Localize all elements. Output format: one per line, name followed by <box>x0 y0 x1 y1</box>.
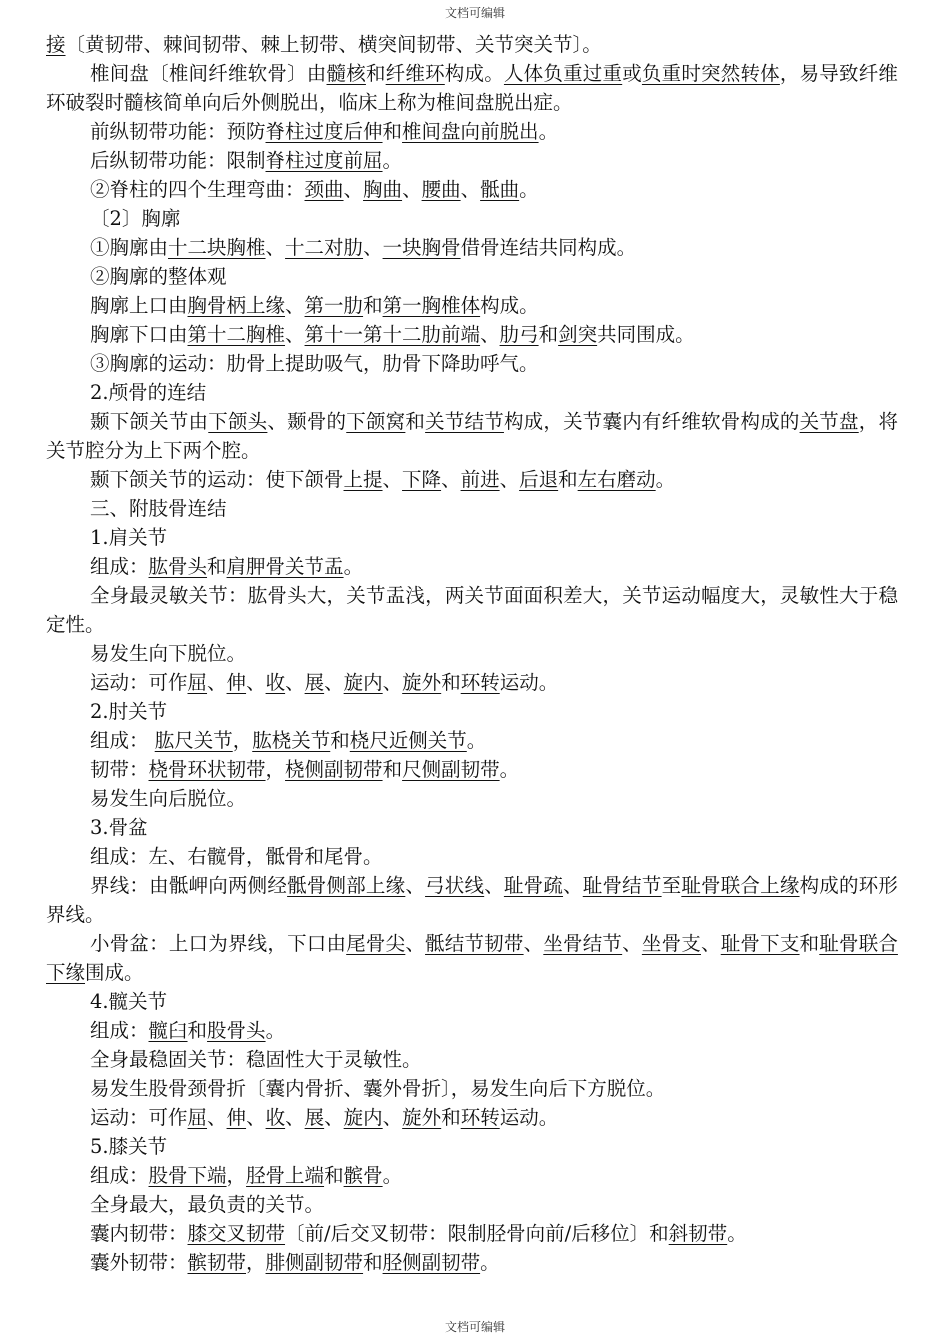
underlined-term: 人体负重过重 <box>503 62 623 85</box>
underlined-term: 下颌窝 <box>346 410 406 433</box>
text-run: 后纵韧带功能：限制 <box>90 149 266 172</box>
text-run: 运动：可作 <box>90 671 188 694</box>
paragraph <box>46 552 898 581</box>
text-run: 椎间盘〔椎间纤维软骨〕由 <box>90 62 327 85</box>
paragraph <box>46 1132 898 1161</box>
text-run: 、 <box>207 671 227 694</box>
underlined-term: 髌骨 <box>343 1164 383 1187</box>
text-run: 、 <box>246 671 266 694</box>
text-run: 组成： <box>90 729 155 752</box>
text-run: 。 <box>727 1222 747 1245</box>
paragraph <box>46 929 898 987</box>
text-run: 、 <box>499 468 520 491</box>
underlined-term: 颈曲 <box>304 178 344 201</box>
underlined-term: 上提 <box>343 468 383 491</box>
text-run: 全身最灵敏关节：肱骨头大，关节盂浅，两关节面面积差大，关节运动幅度大，灵敏性大于稳定性。 <box>46 584 898 636</box>
text-run: 颞下颌关节由 <box>90 410 209 433</box>
paragraph <box>46 262 898 291</box>
underlined-term: 髓核 <box>326 62 366 85</box>
text-run: 和 <box>441 671 461 694</box>
text-run: 易发生向下脱位。 <box>90 642 247 665</box>
text-run: 和 <box>324 1164 344 1187</box>
text-run: 、 <box>207 1106 227 1129</box>
underlined-term: 腓侧副韧带 <box>265 1251 364 1274</box>
underlined-term: 后退 <box>519 468 559 491</box>
text-run: 运动。 <box>499 671 559 694</box>
underlined-term: 收 <box>265 671 286 694</box>
underlined-term: 下颌头 <box>208 410 268 433</box>
text-run: 〔黄韧带、棘间韧带、棘上韧带、横突间韧带、关节突关节〕。 <box>65 33 602 56</box>
paragraph <box>46 320 898 349</box>
paragraph <box>46 871 898 929</box>
text-run: 〔2〕胸廓 <box>90 207 181 230</box>
underlined-term: 骶曲 <box>480 178 520 201</box>
underlined-term: 环转 <box>460 671 500 694</box>
underlined-term: 屈 <box>187 1106 208 1129</box>
text-run: 胸廓下口由 <box>90 323 188 346</box>
text-run: 运动。 <box>499 1106 559 1129</box>
text-run: ②胸廓的整体观 <box>90 265 227 288</box>
underlined-term: 纤维环 <box>385 62 445 85</box>
underlined-term: 下降 <box>402 468 442 491</box>
paragraph <box>46 59 898 117</box>
text-run: 和 <box>538 323 559 346</box>
text-run: 。 <box>499 758 520 781</box>
text-run: 组成： <box>90 1164 149 1187</box>
underlined-term: 收 <box>265 1106 286 1129</box>
underlined-term: 桡骨环状韧带 <box>148 758 266 781</box>
text-run: 易发生股骨颈骨折〔囊内骨折、囊外骨折〕，易发生向后下方脱位。 <box>90 1077 666 1100</box>
paragraph <box>46 523 898 552</box>
underlined-term: 伸 <box>226 1106 247 1129</box>
text-run: 和 <box>187 1019 208 1042</box>
underlined-term: 尺侧副韧带 <box>402 758 500 781</box>
text-run: 前纵韧带功能：预防 <box>90 120 266 143</box>
underlined-term: 胸骨柄上缘 <box>187 294 286 317</box>
text-run: ， <box>232 729 253 752</box>
text-run: 、 <box>405 874 426 897</box>
text-run: 至 <box>661 874 682 897</box>
text-run: 、 <box>246 1106 266 1129</box>
text-run: 和 <box>330 729 350 752</box>
text-run: 。 <box>480 1251 500 1274</box>
text-run: 。 <box>382 149 403 172</box>
underlined-term: 第一肋 <box>304 294 364 317</box>
underlined-term: 十二对肋 <box>285 236 364 259</box>
document-body <box>46 30 898 1277</box>
underlined-term: 旋内 <box>343 1106 383 1129</box>
text-run: 和 <box>363 1251 383 1274</box>
text-run: 、 <box>622 932 642 955</box>
underlined-term: 关节盘 <box>799 410 859 433</box>
underlined-term: 旋外 <box>402 671 442 694</box>
text-run: 、 <box>484 874 504 897</box>
underlined-term: 坐骨结节 <box>543 932 623 955</box>
text-run: 三、附肢骨连结 <box>90 497 227 520</box>
text-run: 构成。 <box>480 294 539 317</box>
text-run: 、 <box>265 236 286 259</box>
text-run: 。 <box>382 1164 403 1187</box>
text-run: 构成的环形界线。 <box>46 874 898 926</box>
underlined-term: 第十二胸椎 <box>187 323 286 346</box>
text-run: 、 <box>285 323 305 346</box>
text-run: 、 <box>343 178 364 201</box>
paragraph <box>46 291 898 320</box>
paragraph <box>46 784 898 813</box>
underlined-term: 椎间盘向前脱出 <box>402 120 539 143</box>
underlined-term: 环转 <box>460 1106 500 1129</box>
paragraph <box>46 813 898 842</box>
paragraph <box>46 494 898 523</box>
underlined-term: 耻骨联合上缘 <box>681 874 800 897</box>
text-run: 〔前/后交叉韧带：限制胫骨向前/后移位〕和 <box>285 1222 669 1245</box>
underlined-term: 髋臼 <box>148 1019 188 1042</box>
underlined-term: 腰曲 <box>421 178 461 201</box>
underlined-term: 桡侧副韧带 <box>285 758 383 781</box>
text-run: 胸廓上口由 <box>90 294 188 317</box>
underlined-term: 胫侧副韧带 <box>382 1251 481 1274</box>
text-run: 、颞骨的 <box>267 410 347 433</box>
text-run: 。 <box>265 1019 286 1042</box>
text-run: 、 <box>285 294 305 317</box>
text-run: 颞下颌关节的运动：使下颌骨 <box>90 468 344 491</box>
text-run: 和 <box>207 555 227 578</box>
underlined-term: 耻骨下支 <box>720 932 800 955</box>
text-run: ， <box>246 1251 266 1274</box>
text-run: 、 <box>382 671 403 694</box>
text-run: 和 <box>799 932 820 955</box>
text-run: 、 <box>523 932 544 955</box>
text-run: 构成，关节囊内有纤维软骨构成的 <box>503 410 800 433</box>
underlined-term: 脊柱过度前屈 <box>265 149 383 172</box>
underlined-term: 膝交叉韧带 <box>187 1222 286 1245</box>
underlined-term: 耻骨结节 <box>582 874 662 897</box>
text-run: 和 <box>405 410 426 433</box>
text-run: 或 <box>622 62 642 85</box>
underlined-term: 股骨下端 <box>148 1164 227 1187</box>
text-run: 和 <box>365 62 386 85</box>
text-run: 和 <box>382 120 403 143</box>
underlined-term: 肱骨头 <box>148 555 208 578</box>
paragraph <box>46 30 898 59</box>
text-run: 构成。 <box>444 62 504 85</box>
page-header: 文档可编辑 <box>444 6 505 20</box>
underlined-term: 肱桡关节 <box>252 729 331 752</box>
text-run: 囊外韧带： <box>90 1251 188 1274</box>
text-run: ③胸廓的运动：肋骨上提助吸气，肋骨下降助呼气。 <box>90 352 539 375</box>
text-run: 。 <box>538 120 559 143</box>
text-run: 2.肘关节 <box>90 700 168 723</box>
text-run: 和 <box>382 758 403 781</box>
text-run: ，易导致纤维环破裂时髓核简单向后外侧脱出，临床上称为椎间盘脱出症。 <box>46 62 898 114</box>
paragraph <box>46 233 898 262</box>
underlined-term: 弓状线 <box>425 874 485 897</box>
page-footer: 文档可编辑 <box>444 1320 505 1334</box>
text-run: 借骨连结共同构成。 <box>460 236 637 259</box>
paragraph <box>46 755 898 784</box>
underlined-term: 斜韧带 <box>668 1222 728 1245</box>
text-run: ， <box>226 1164 247 1187</box>
text-run: 3.骨盆 <box>90 816 148 839</box>
paragraph <box>46 697 898 726</box>
text-run: 组成： <box>90 555 149 578</box>
underlined-term: 前进 <box>460 468 500 491</box>
underlined-term: 坐骨支 <box>641 932 701 955</box>
text-run: 。 <box>343 555 364 578</box>
underlined-term: 肱尺关节 <box>154 729 233 752</box>
text-run: 、 <box>402 178 422 201</box>
underlined-term: 关节结节 <box>425 410 504 433</box>
text-run: 组成： <box>90 1019 149 1042</box>
text-run: 全身最大，最负责的关节。 <box>90 1193 325 1216</box>
text-run: 组成：左、右髋骨，骶骨和尾骨。 <box>90 845 383 868</box>
underlined-term: 肩胛骨关节盂 <box>226 555 344 578</box>
text-run: 、 <box>480 323 500 346</box>
text-run: 和 <box>441 1106 461 1129</box>
paragraph <box>46 668 898 697</box>
paragraph <box>46 1161 898 1190</box>
text-run: 、 <box>285 671 305 694</box>
paragraph <box>46 1248 898 1277</box>
underlined-term: 展 <box>304 1106 325 1129</box>
underlined-term: 一块胸骨 <box>382 236 461 259</box>
underlined-term: 第十一第十二肋前端 <box>304 323 481 346</box>
underlined-term: 尾骨尖 <box>346 932 406 955</box>
paragraph <box>46 842 898 871</box>
text-run: 、 <box>382 468 403 491</box>
underlined-term: 左右磨动 <box>577 468 656 491</box>
underlined-term: 髌韧带 <box>187 1251 247 1274</box>
underlined-term: 肋弓 <box>499 323 539 346</box>
underlined-term: 旋内 <box>343 671 383 694</box>
text-run: 、 <box>405 932 426 955</box>
paragraph <box>46 378 898 407</box>
paragraph <box>46 581 898 639</box>
underlined-term: 胸曲 <box>363 178 403 201</box>
text-run: 全身最稳固关节：稳固性大于灵敏性。 <box>90 1048 422 1071</box>
text-run: 。 <box>466 729 487 752</box>
text-run: ①胸廓由 <box>90 236 169 259</box>
underlined-term: 第一胸椎体 <box>382 294 481 317</box>
text-run: 、 <box>701 932 721 955</box>
text-run: 、 <box>324 671 344 694</box>
text-run: 、 <box>324 1106 344 1129</box>
text-run: 韧带： <box>90 758 149 781</box>
text-run: ，将关节腔分为上下两个腔。 <box>46 410 898 462</box>
text-run: 、 <box>460 178 481 201</box>
text-run: 、 <box>563 874 583 897</box>
paragraph <box>46 465 898 494</box>
underlined-term: 耻骨疏 <box>503 874 564 897</box>
text-run: 界线：由骶岬向两侧经 <box>90 874 288 897</box>
text-run: 。 <box>519 178 539 201</box>
underlined-term: 展 <box>304 671 325 694</box>
underlined-term: 十二块胸椎 <box>168 236 266 259</box>
text-run: 围成。 <box>85 961 144 984</box>
text-run: 。 <box>655 468 676 491</box>
paragraph <box>46 1045 898 1074</box>
paragraph <box>46 117 898 146</box>
underlined-term: 耻骨联合下缘 <box>46 932 898 984</box>
paragraph <box>46 726 898 755</box>
text-run: 囊内韧带： <box>90 1222 188 1245</box>
text-run: 5.膝关节 <box>90 1135 168 1158</box>
underlined-term: 脊柱过度后伸 <box>265 120 383 143</box>
underlined-term: 接 <box>46 33 66 56</box>
paragraph <box>46 204 898 233</box>
text-run: ， <box>265 758 286 781</box>
paragraph <box>46 1074 898 1103</box>
text-run: ②脊柱的四个生理弯曲： <box>90 178 305 201</box>
text-run: 1.肩关节 <box>90 526 168 549</box>
paragraph <box>46 1219 898 1248</box>
text-run: 、 <box>363 236 383 259</box>
text-run: 4.髋关节 <box>90 990 168 1013</box>
text-run: 、 <box>382 1106 403 1129</box>
text-run: 2.颅骨的连结 <box>90 381 207 404</box>
paragraph <box>46 1016 898 1045</box>
paragraph <box>46 175 898 204</box>
text-run: 共同围成。 <box>597 323 695 346</box>
paragraph <box>46 349 898 378</box>
underlined-term: 负重时突然转体 <box>641 62 780 85</box>
underlined-term: 股骨头 <box>207 1019 266 1042</box>
text-run: 、 <box>441 468 461 491</box>
text-run: 运动：可作 <box>90 1106 188 1129</box>
text-run: 易发生向后脱位。 <box>90 787 247 810</box>
underlined-term: 桡尺近侧关节 <box>349 729 467 752</box>
underlined-term: 旋外 <box>402 1106 442 1129</box>
paragraph <box>46 407 898 465</box>
underlined-term: 骶结节韧带 <box>425 932 524 955</box>
paragraph <box>46 987 898 1016</box>
underlined-term: 伸 <box>226 671 247 694</box>
paragraph <box>46 1103 898 1132</box>
text-run: 和 <box>558 468 578 491</box>
underlined-term: 剑突 <box>558 323 598 346</box>
paragraph <box>46 146 898 175</box>
underlined-term: 骶骨侧部上缘 <box>287 874 406 897</box>
text-run: 小骨盆：上口为界线，下口由 <box>90 932 347 955</box>
underlined-term: 胫骨上端 <box>246 1164 325 1187</box>
text-run: 和 <box>363 294 383 317</box>
paragraph <box>46 1190 898 1219</box>
text-run: 、 <box>285 1106 305 1129</box>
underlined-term: 屈 <box>187 671 208 694</box>
paragraph <box>46 639 898 668</box>
